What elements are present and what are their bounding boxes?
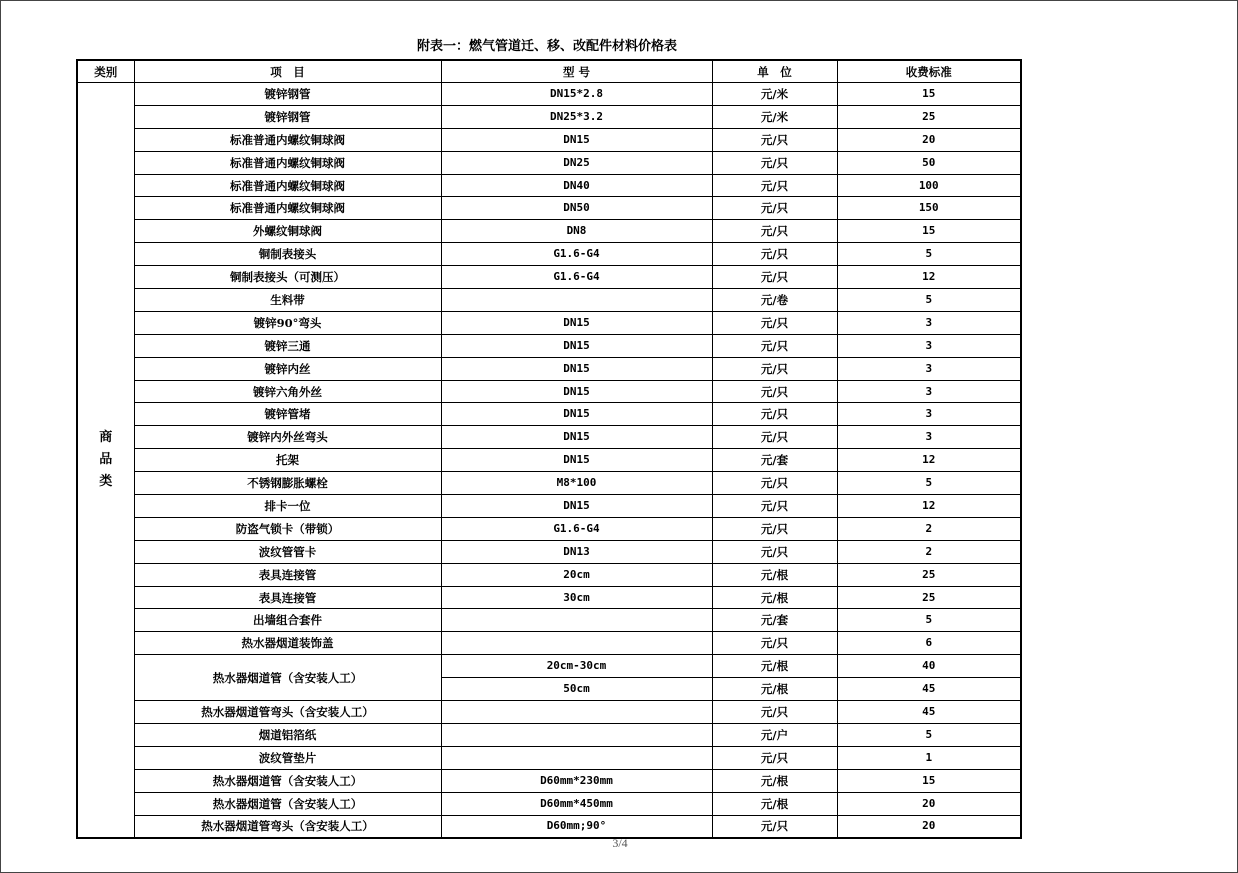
item-cell: 托架 [134, 449, 441, 472]
item-cell: 出墙组合套件 [134, 609, 441, 632]
document-title: 附表一：燃气管道迁、移、改配件材料价格表 [416, 39, 677, 54]
unit-cell: 元/只 [712, 266, 837, 289]
model-cell: DN15 [441, 449, 712, 472]
item-cell: 标准普通内螺纹铜球阀 [134, 197, 441, 220]
table-row [77, 174, 1021, 197]
unit-cell: 元/只 [712, 540, 837, 563]
unit-cell: 元/根 [712, 655, 837, 678]
model-cell: DN15 [441, 311, 712, 334]
price-table [76, 59, 1022, 839]
unit-cell: 元/米 [712, 83, 837, 106]
model-cell: 20cm-30cm [441, 655, 712, 678]
table-row [77, 334, 1021, 357]
item-cell: 防盗气锁卡（带锁） [134, 517, 441, 540]
table-row [77, 197, 1021, 220]
unit-cell: 元/只 [712, 495, 837, 518]
item-cell: 镀锌三通 [134, 334, 441, 357]
item-cell: 镀锌内外丝弯头 [134, 426, 441, 449]
price-cell: 12 [837, 495, 1021, 518]
model-cell: M8*100 [441, 472, 712, 495]
item-cell: 镀锌管堵 [134, 403, 441, 426]
table-row [77, 426, 1021, 449]
model-cell: DN15 [441, 128, 712, 151]
model-cell: DN8 [441, 220, 712, 243]
unit-cell: 元/只 [712, 517, 837, 540]
header-model: 型 号 [441, 60, 712, 83]
item-cell: 标准普通内螺纹铜球阀 [134, 128, 441, 151]
item-cell: 生料带 [134, 289, 441, 312]
table-row [77, 472, 1021, 495]
model-cell: G1.6-G4 [441, 266, 712, 289]
price-cell: 150 [837, 197, 1021, 220]
table-row [77, 586, 1021, 609]
unit-cell: 元/只 [712, 403, 837, 426]
item-cell: 镀锌90°弯头 [134, 311, 441, 334]
model-cell: DN15 [441, 495, 712, 518]
item-cell: 热水器烟道管弯头（含安装人工） [134, 815, 441, 838]
model-cell: 20cm [441, 563, 712, 586]
table-row [77, 289, 1021, 312]
table-row [77, 311, 1021, 334]
item-cell: 烟道铝箔纸 [134, 723, 441, 746]
unit-cell: 元/只 [712, 334, 837, 357]
model-cell: D60mm;90° [441, 815, 712, 838]
item-cell: 表具连接管 [134, 586, 441, 609]
item-cell: 标准普通内螺纹铜球阀 [134, 174, 441, 197]
price-cell: 3 [837, 380, 1021, 403]
item-cell: 外螺纹铜球阀 [134, 220, 441, 243]
unit-cell: 元/只 [712, 243, 837, 266]
model-cell: G1.6-G4 [441, 243, 712, 266]
price-cell: 3 [837, 311, 1021, 334]
price-cell: 5 [837, 723, 1021, 746]
table-row [77, 655, 1021, 678]
item-cell: 波纹管垫片 [134, 746, 441, 769]
price-cell: 20 [837, 128, 1021, 151]
model-cell [441, 701, 712, 724]
item-cell: 波纹管管卡 [134, 540, 441, 563]
price-cell: 40 [837, 655, 1021, 678]
table-row [77, 105, 1021, 128]
item-cell: 热水器烟道管（含安装人工） [134, 655, 441, 701]
price-cell: 2 [837, 540, 1021, 563]
model-cell [441, 289, 712, 312]
price-cell: 25 [837, 586, 1021, 609]
table-row [77, 517, 1021, 540]
page-number: 3/4 [612, 836, 628, 850]
item-cell: 铜制表接头（可测压） [134, 266, 441, 289]
item-cell: 热水器烟道装饰盖 [134, 632, 441, 655]
table-row [77, 266, 1021, 289]
header-price: 收费标准 [837, 60, 1021, 83]
price-cell: 20 [837, 815, 1021, 838]
unit-cell: 元/只 [712, 357, 837, 380]
table-row [77, 632, 1021, 655]
table-row [77, 243, 1021, 266]
table-row [77, 746, 1021, 769]
price-cell: 20 [837, 792, 1021, 815]
unit-cell: 元/只 [712, 472, 837, 495]
model-cell: 30cm [441, 586, 712, 609]
table-row [77, 128, 1021, 151]
unit-cell: 元/只 [712, 632, 837, 655]
header-item: 项 目 [134, 60, 441, 83]
price-cell: 45 [837, 678, 1021, 701]
model-cell: DN15 [441, 357, 712, 380]
model-cell [441, 746, 712, 769]
unit-cell: 元/卷 [712, 289, 837, 312]
price-cell: 25 [837, 563, 1021, 586]
category-label: 商品类 [99, 430, 113, 490]
table-row [77, 769, 1021, 792]
table-row [77, 723, 1021, 746]
unit-cell: 元/套 [712, 449, 837, 472]
table-row [77, 403, 1021, 426]
item-cell: 热水器烟道管（含安装人工） [134, 769, 441, 792]
model-cell [441, 632, 712, 655]
table-row [77, 495, 1021, 518]
unit-cell: 元/根 [712, 563, 837, 586]
item-cell: 热水器烟道管弯头（含安装人工） [134, 701, 441, 724]
model-cell: DN40 [441, 174, 712, 197]
item-cell: 镀锌钢管 [134, 105, 441, 128]
table-row [77, 792, 1021, 815]
unit-cell: 元/根 [712, 586, 837, 609]
price-cell: 1 [837, 746, 1021, 769]
model-cell: D60mm*450mm [441, 792, 712, 815]
price-cell: 2 [837, 517, 1021, 540]
table-row [77, 609, 1021, 632]
item-cell: 镀锌六角外丝 [134, 380, 441, 403]
unit-cell: 元/根 [712, 769, 837, 792]
unit-cell: 元/只 [712, 220, 837, 243]
price-cell: 45 [837, 701, 1021, 724]
table-row [77, 151, 1021, 174]
header-category: 类别 [77, 60, 134, 83]
unit-cell: 元/只 [712, 174, 837, 197]
unit-cell: 元/套 [712, 609, 837, 632]
price-cell: 15 [837, 83, 1021, 106]
unit-cell: 元/只 [712, 426, 837, 449]
unit-cell: 元/只 [712, 815, 837, 838]
unit-cell: 元/只 [712, 151, 837, 174]
model-cell: DN15 [441, 380, 712, 403]
unit-cell: 元/米 [712, 105, 837, 128]
unit-cell: 元/只 [712, 311, 837, 334]
unit-cell: 元/只 [712, 380, 837, 403]
table-row [77, 220, 1021, 243]
table-row [77, 563, 1021, 586]
price-cell: 3 [837, 403, 1021, 426]
model-cell [441, 723, 712, 746]
price-cell: 5 [837, 609, 1021, 632]
price-cell: 100 [837, 174, 1021, 197]
table-row [77, 701, 1021, 724]
model-cell: G1.6-G4 [441, 517, 712, 540]
table-row [77, 83, 1021, 106]
table-row [77, 380, 1021, 403]
model-cell: DN15*2.8 [441, 83, 712, 106]
unit-cell: 元/只 [712, 746, 837, 769]
header-unit: 单 位 [712, 60, 837, 83]
model-cell: DN50 [441, 197, 712, 220]
item-cell: 不锈钢膨胀螺栓 [134, 472, 441, 495]
model-cell: DN25*3.2 [441, 105, 712, 128]
table-header-row [77, 60, 1021, 83]
item-cell: 热水器烟道管（含安装人工） [134, 792, 441, 815]
unit-cell: 元/户 [712, 723, 837, 746]
price-cell: 6 [837, 632, 1021, 655]
item-cell: 镀锌内丝 [134, 357, 441, 380]
price-cell: 3 [837, 426, 1021, 449]
model-cell: DN25 [441, 151, 712, 174]
price-cell: 5 [837, 243, 1021, 266]
table-row [77, 449, 1021, 472]
price-cell: 3 [837, 334, 1021, 357]
table-row [77, 357, 1021, 380]
category-cell [77, 83, 134, 839]
unit-cell: 元/根 [712, 792, 837, 815]
model-cell [441, 609, 712, 632]
price-cell: 5 [837, 289, 1021, 312]
price-cell: 50 [837, 151, 1021, 174]
price-cell: 25 [837, 105, 1021, 128]
table-row [77, 815, 1021, 838]
item-cell: 铜制表接头 [134, 243, 441, 266]
model-cell: 50cm [441, 678, 712, 701]
unit-cell: 元/只 [712, 197, 837, 220]
item-cell: 表具连接管 [134, 563, 441, 586]
model-cell: DN13 [441, 540, 712, 563]
item-cell: 排卡一位 [134, 495, 441, 518]
unit-cell: 元/只 [712, 701, 837, 724]
price-cell: 12 [837, 266, 1021, 289]
price-cell: 15 [837, 220, 1021, 243]
price-cell: 5 [837, 472, 1021, 495]
item-cell: 标准普通内螺纹铜球阀 [134, 151, 441, 174]
model-cell: DN15 [441, 426, 712, 449]
unit-cell: 元/只 [712, 128, 837, 151]
model-cell: D60mm*230mm [441, 769, 712, 792]
item-cell: 镀锌钢管 [134, 83, 441, 106]
model-cell: DN15 [441, 334, 712, 357]
model-cell: DN15 [441, 403, 712, 426]
price-cell: 3 [837, 357, 1021, 380]
unit-cell: 元/根 [712, 678, 837, 701]
price-cell: 15 [837, 769, 1021, 792]
table-row [77, 540, 1021, 563]
price-cell: 12 [837, 449, 1021, 472]
